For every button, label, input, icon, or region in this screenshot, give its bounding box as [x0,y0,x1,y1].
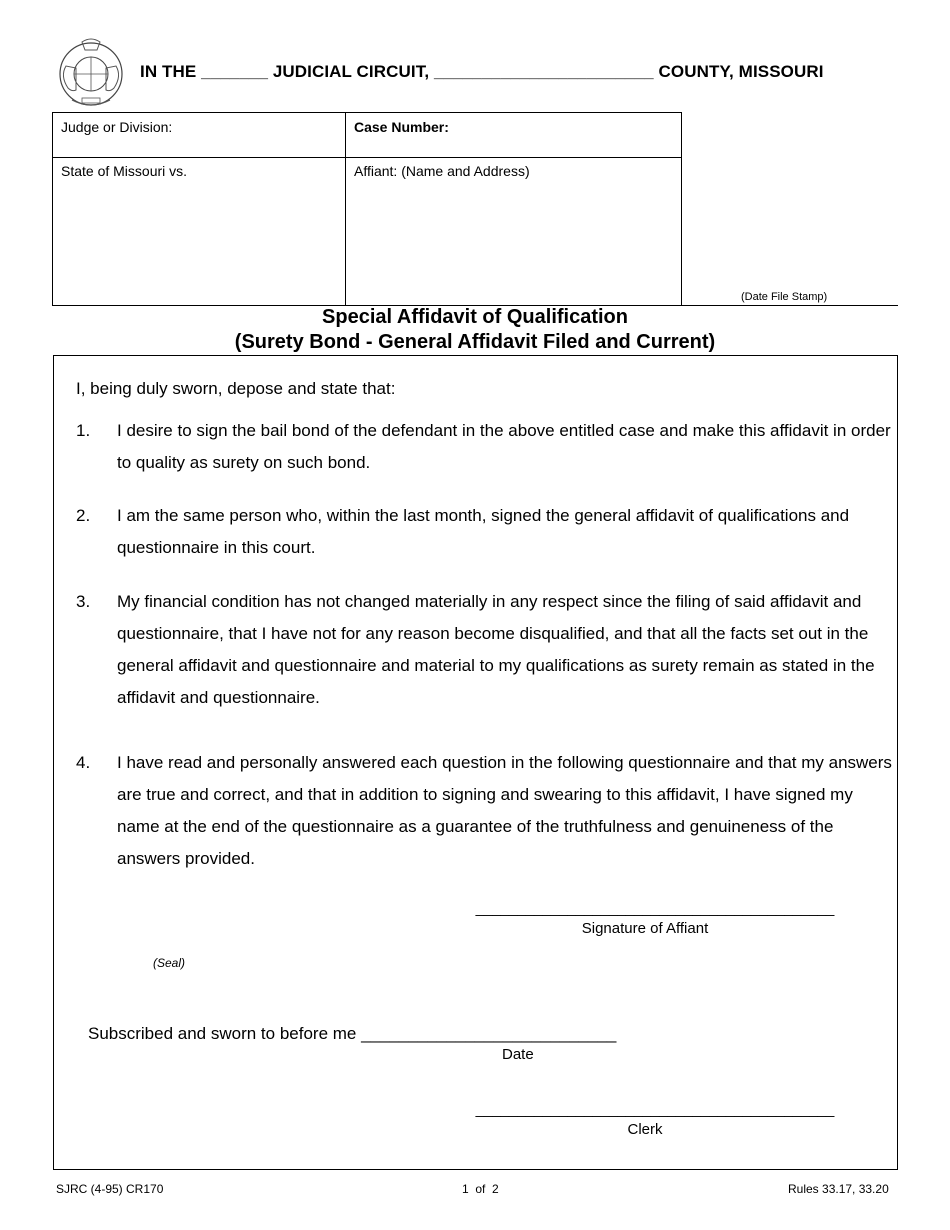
list-item [76,500,897,564]
affiant-signature-label: Signature of Affiant [581,920,709,937]
item-number: 3. [76,592,91,611]
list-item [76,415,897,479]
date-file-stamp-label: (Date File Stamp) [741,291,828,303]
item-text: I have read and personally answered each question in the following questionnaire and that my answers are true and correct, and that in addition to signing and swearing to this affidavit, I have signed my name at the end of the questionnaire as a guarantee of the truthfulness and genuineness of the answers provided. [117,753,892,868]
subscribed-sworn-statement: Subscribed and sworn to before me ___________________________ [88,1024,617,1043]
caption-table [52,112,682,306]
intro-statement: I, being duly sworn, depose and state that: [76,379,396,398]
item-text: My financial condition has not changed materially in any respect since the filing of said affidavit and questionnaire, that I have not for any reason become disqualified, and that all the facts set out in the general affidavit and questionnaire and material to my qualifications as surety remain as stated in the affidavit and questionnaire. [117,592,875,707]
judge-division-label: Judge or Division: [61,119,173,135]
item-number: 4. [76,753,91,772]
clerk-label: Clerk [627,1121,663,1138]
list-item [76,586,897,714]
item-number: 2. [76,506,91,525]
missouri-state-seal-icon [52,36,130,108]
caption-divider-horizontal [53,157,681,158]
item-text: I am the same person who, within the last month, signed the general affidavit of qualifications and questionnaire in this court. [117,506,850,557]
clerk-signature-line: ___________________________________________ [475,1101,835,1118]
list-item [76,747,897,875]
caption-divider-vertical [345,113,346,305]
court-header: IN THE _______ JUDICIAL CIRCUIT, _______________________ COUNTY, MISSOURI [140,62,824,81]
affiant-label: Affiant: (Name and Address) [354,163,530,179]
form-title: Special Affidavit of Qualification [322,306,628,328]
case-number-label: Case Number: [354,119,449,135]
page-number: 1 of 2 [462,1182,499,1196]
affiant-signature-line: ___________________________________________ [475,900,835,917]
rules-reference: Rules 33.17, 33.20 [788,1182,889,1196]
item-number: 1. [76,421,91,440]
form-id: SJRC (4-95) CR170 [56,1182,164,1196]
seal-label: (Seal) [153,956,186,970]
date-label: Date [502,1046,534,1063]
form-subtitle: (Surety Bond - General Affidavit Filed and Current) [234,331,716,353]
item-text: I desire to sign the bail bond of the defendant in the above entitled case and make this affidavit in order to quality as surety on such bond. [117,421,891,472]
state-of-missouri-label: State of Missouri vs. [61,163,188,179]
